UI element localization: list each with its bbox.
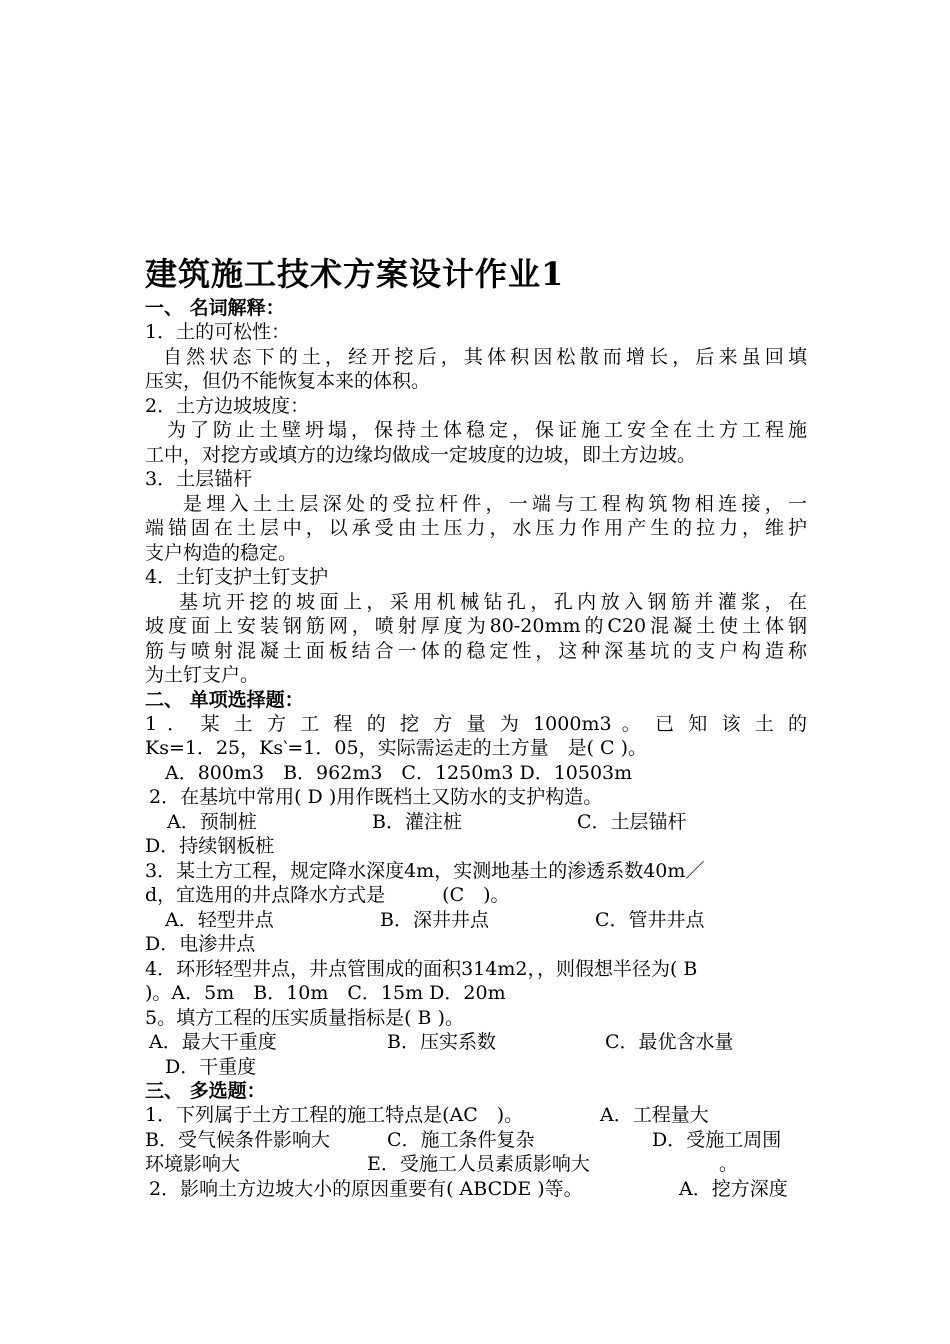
document-page <box>145 252 807 1201</box>
document-title: 建筑施工技术方案设计作业1 <box>145 255 565 293</box>
option-c: C．施工条件复杂 <box>387 1128 535 1151</box>
option-a: A．预制桩 <box>167 810 257 833</box>
question-line: 2．在基坑中常用( D )用作既档土又防水的支护构造。 <box>149 786 603 808</box>
question-line: )。A．5m B．10m C．15m D．20m <box>145 982 506 1004</box>
term-text-line: 端锚固在土层中，以承受由土压力，水压力作用产生的拉力，维护 <box>145 517 807 539</box>
option-c: C．最优含水量 <box>605 1031 734 1053</box>
question-stem: 2．影响土方边坡大小的原因重要有( ABCDE )等。 <box>149 1177 583 1200</box>
question-options <box>145 1152 807 1177</box>
question-options <box>145 1030 807 1055</box>
option-d-continued: 环境影响大 <box>145 1153 241 1175</box>
term-label: 4．土钉支护土钉支护 <box>145 566 329 588</box>
section-heading-multi-choice: 三、 多选题： <box>145 1080 266 1102</box>
section-heading-single-choice: 二、 单项选择题： <box>145 688 304 711</box>
question-stem: 1．下列属于土方工程的施工特点是(AC )。 <box>145 1104 524 1126</box>
term-label: 2．土方边坡坡度： <box>145 394 310 417</box>
option-d: D．持续钢板桩 <box>145 835 275 857</box>
term-text-line: 是埋入土土层深处的受拉杆件，一端与工程构筑物相连接，一 <box>183 492 807 515</box>
question-line: 5。填方工程的压实质量指标是( B )。 <box>145 1006 464 1029</box>
question-options <box>145 810 807 835</box>
term-text-line: 支户构造的稳定。 <box>145 541 298 564</box>
term-text-line: 自然状态下的土，经开挖后，其体积因松散而增长，后来虽回填 <box>163 345 807 368</box>
question-options <box>145 908 807 933</box>
option-e: E．受施工人员素质影响大 <box>367 1153 590 1175</box>
term-text-line: 工中，对挖方或填方的边缘均做成一定坡度的边坡，即土方边坡。 <box>145 443 697 466</box>
option-b: B．受气候条件影响大 <box>145 1128 330 1151</box>
term-text-line: 筋与喷射混凝土面板结合一体的稳定性，这种深基坑的支户构造称 <box>145 639 807 662</box>
term-label: 1．土的可松性： <box>145 321 291 343</box>
section-heading-definitions: 一、 名词解释： <box>145 297 285 319</box>
term-label: 3．土层锚杆 <box>145 468 253 490</box>
term-text-line: 为土钉支户。 <box>145 664 260 686</box>
option-a: A．工程量大 <box>600 1104 709 1126</box>
question-options: A．800m3 B．962m3 C．1250m3 D．10503m <box>165 761 633 784</box>
line-end: 。 <box>719 1153 739 1175</box>
question-line: d，宜选用的井点降水方式是 (C )。 <box>145 884 510 906</box>
option-a: A．挖方深度 <box>679 1177 788 1200</box>
option-a: A．最大干重度 <box>149 1031 277 1053</box>
term-text-line: 基坑开挖的坡面上，采用机械钻孔，孔内放入钢筋并灌浆，在 <box>179 590 807 613</box>
option-d: D．受施工周围 <box>652 1128 782 1151</box>
option-c: C．管井井点 <box>595 908 705 931</box>
option-b: B．灌注桩 <box>372 810 462 833</box>
option-b: B．深井井点 <box>380 908 489 931</box>
term-text-line: 为了防止土壁坍塌，保持土体稳定，保证施工安全在土方工程施 <box>167 419 807 441</box>
question-line: Ks=1．25，Ks‵=1．05，实际需运走的土方量 是( C )。 <box>145 737 648 759</box>
question-line: 3．某土方工程，规定降水深度4m，实测地基土的渗透系数40m／ <box>145 859 705 882</box>
term-text-line: 坡度面上安装钢筋网，喷射厚度为80-20mm的C20混凝土使土体钢 <box>145 615 807 637</box>
question-line: 4．环形轻型井点，井点管围成的面积314m2，，则假想半径为( B <box>145 957 698 980</box>
option-d: D．电渗井点 <box>145 933 256 955</box>
option-b: B．压实系数 <box>387 1031 496 1053</box>
option-d: D．干重度 <box>165 1055 257 1078</box>
question-line <box>145 1177 807 1202</box>
question-line <box>145 1103 807 1128</box>
question-options <box>145 1128 807 1153</box>
question-line: 1 ． 某 土 方 工 程 的 挖 方 量 为 1000m3 。 已 知 该 土 的 <box>145 712 807 735</box>
term-text-line: 压实，但仍不能恢复本来的体积。 <box>145 370 431 392</box>
option-c: C．土层锚杆 <box>577 810 687 833</box>
option-a: A．轻型井点 <box>165 908 274 931</box>
